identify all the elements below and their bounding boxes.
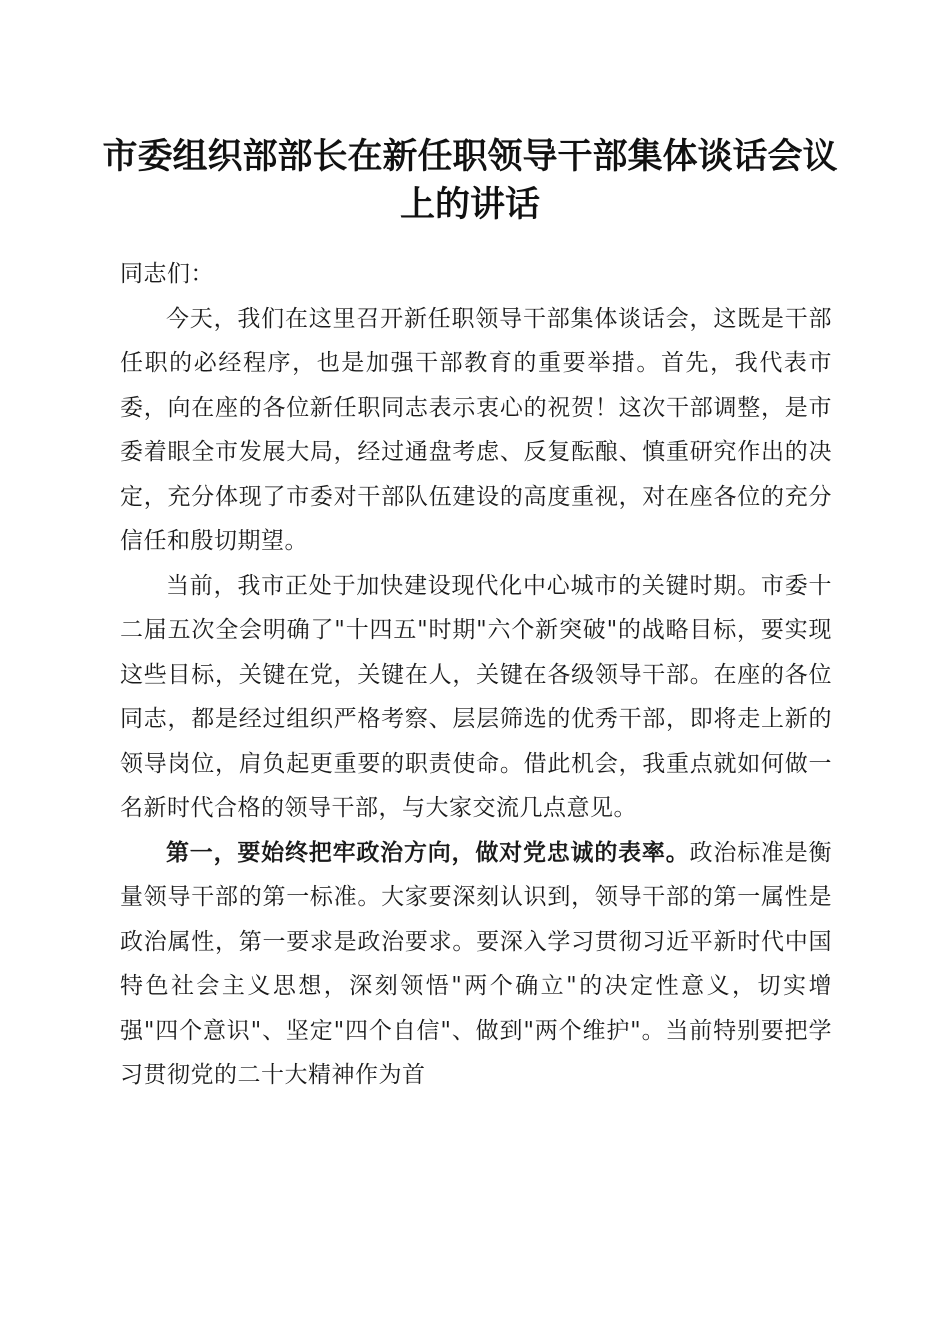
- paragraph-2: [120, 564, 832, 831]
- document-title: 市委组织部部长在新任职领导干部集体谈话会议上的讲话: [102, 136, 838, 225]
- salutation: 同志们：: [120, 261, 214, 287]
- paragraph-3-text: 政治标准是衡量领导干部的第一标准。大家要深刻认识到，领导干部的第一属性是政治属性，第一要求是政治要求。要深入学习贯彻习近平新时代中国特色社会主义思想，深刻领悟"两个确立"的决定性意义，切实增强"四个意识"、坚定"四个自信"、做到"两个维护"。当前特别要把学习贯彻党的二十大精神作为首: [120, 839, 833, 1088]
- paragraph-1-text: 今天，我们在这里召开新任职领导干部集体谈话会，这既是干部任职的必经程序，也是加强干部教育的重要举措。首先，我代表市委，向在座的各位新任职同志表示衷心的祝贺！这次干部调整，是市委着眼全市发展大局，经过通盘考虑、反复酝酿、慎重研究作出的决定，充分体现了市委对干部队伍建设的高度重视，对在座各位的充分信任和殷切期望。: [120, 305, 832, 554]
- paragraph-2-text: 当前，我市正处于加快建设现代化中心城市的关键时期。市委十二届五次全会明确了"十四五"时期"六个新突破"的战略目标，要实现这些目标，关键在党，关键在人，关键在各级领导干部。在座的各位同志，都是经过组织严格考察、层层筛选的优秀干部，即将走上新的领导岗位，肩负起更重要的职责使命。借此机会，我重点就如何做一名新时代合格的领导干部，与大家交流几点意见。: [120, 572, 832, 821]
- paragraph-1: [120, 297, 832, 564]
- paragraph-3: [120, 831, 832, 1098]
- paragraph-3-lead: 第一，要始终把牢政治方向，做对党忠诚的表率。: [166, 838, 690, 866]
- document-body: [120, 252, 832, 1098]
